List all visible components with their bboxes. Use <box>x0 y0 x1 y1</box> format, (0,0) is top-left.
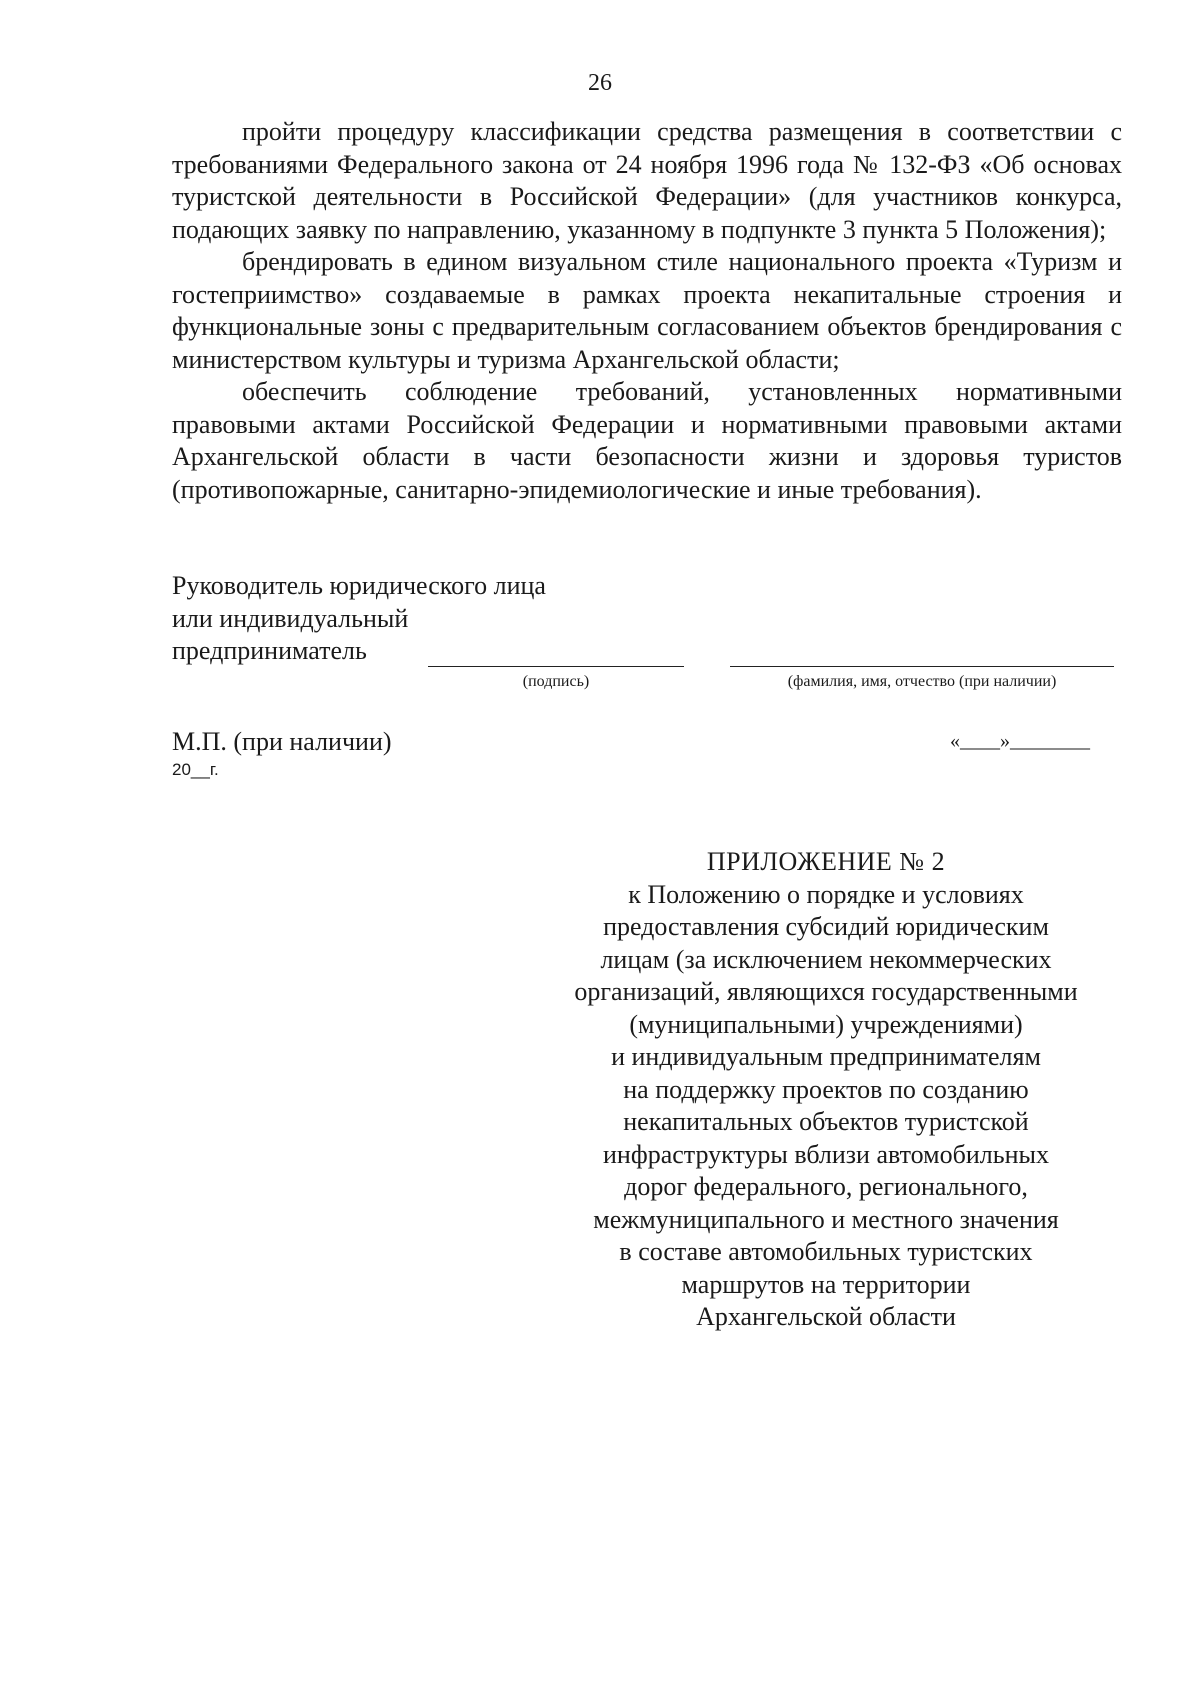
appendix-line: маршрутов на территории <box>681 1269 971 1299</box>
paragraph-safety: обеспечить соблюдение требований, установленных нормативными правовыми актами Российской Федерации и нормативными правовыми актами Архангельской области в части безопасности жизни и здоровья туристов (противопожарные, санитарно-эпидемиологические и иные требования). <box>172 377 1122 504</box>
appendix-line: некапитальных объектов туристской <box>623 1107 1029 1136</box>
appendix-header <box>548 846 1104 1334</box>
full-name-line[interactable] <box>730 666 1114 667</box>
signature-block <box>172 570 1122 700</box>
appendix-line: инфраструктуры вблизи автомобильных <box>603 1139 1049 1169</box>
page-number: 26 <box>588 70 612 96</box>
signature-line[interactable] <box>428 666 684 667</box>
paragraph-classification: пройти процедуру классификации средства размещения в соответствии с требованиями Федерального закона от 24 ноября 1996 года № 132-ФЗ «Об основах туристской деятельности в Российской Федерации» (для участников конкурса, подающих заявку по направлению, указанному в подпункте 3 пункта 5 Положения); <box>172 117 1122 244</box>
appendix-line: в составе автомобильных туристских <box>619 1237 1033 1266</box>
appendix-line: дорог федерального, регионального, <box>624 1172 1028 1201</box>
appendix-line: Архангельской области <box>696 1302 956 1331</box>
signatory-role-line: предприниматель <box>172 636 367 665</box>
full-name-caption: (фамилия, имя, отчество (при наличии) <box>787 673 1057 690</box>
signatory-role <box>172 570 652 668</box>
signatory-role-line: Руководитель юридического лица <box>172 571 546 600</box>
stamp-label: М.П. (при наличии) <box>172 727 392 756</box>
paragraph-branding: брендировать в едином визуальном стиле национального проекта «Туризм и гостеприимство» создаваемые в рамках проекта некапитальные строения и функциональные зоны с предварительным согласованием объектов брендирования с министерством культуры и туризма Архангельской области; <box>172 247 1122 374</box>
body-text <box>172 116 1122 506</box>
signatory-role-line: или индивидуальный <box>172 603 409 633</box>
appendix-line: на поддержку проектов по созданию <box>623 1074 1029 1104</box>
signature-caption: (подпись) <box>522 673 590 690</box>
appendix-line: организаций, являющихся государственными <box>574 977 1078 1006</box>
year-field: 20__г. <box>172 760 219 779</box>
appendix-title: ПРИЛОЖЕНИЕ № 2 <box>706 847 946 876</box>
appendix-line: предоставления субсидий юридическим <box>603 912 1049 941</box>
appendix-line: межмуниципального и местного значения <box>593 1204 1059 1234</box>
appendix-line: (муниципальными) учреждениями) <box>629 1009 1023 1039</box>
appendix-line: к Положению о порядке и условиях <box>628 879 1024 909</box>
appendix-line: и индивидуальным предпринимателям <box>611 1042 1041 1071</box>
appendix-line: лицам (за исключением некоммерческих <box>600 944 1052 974</box>
date-field: «____»________ <box>950 730 1090 752</box>
